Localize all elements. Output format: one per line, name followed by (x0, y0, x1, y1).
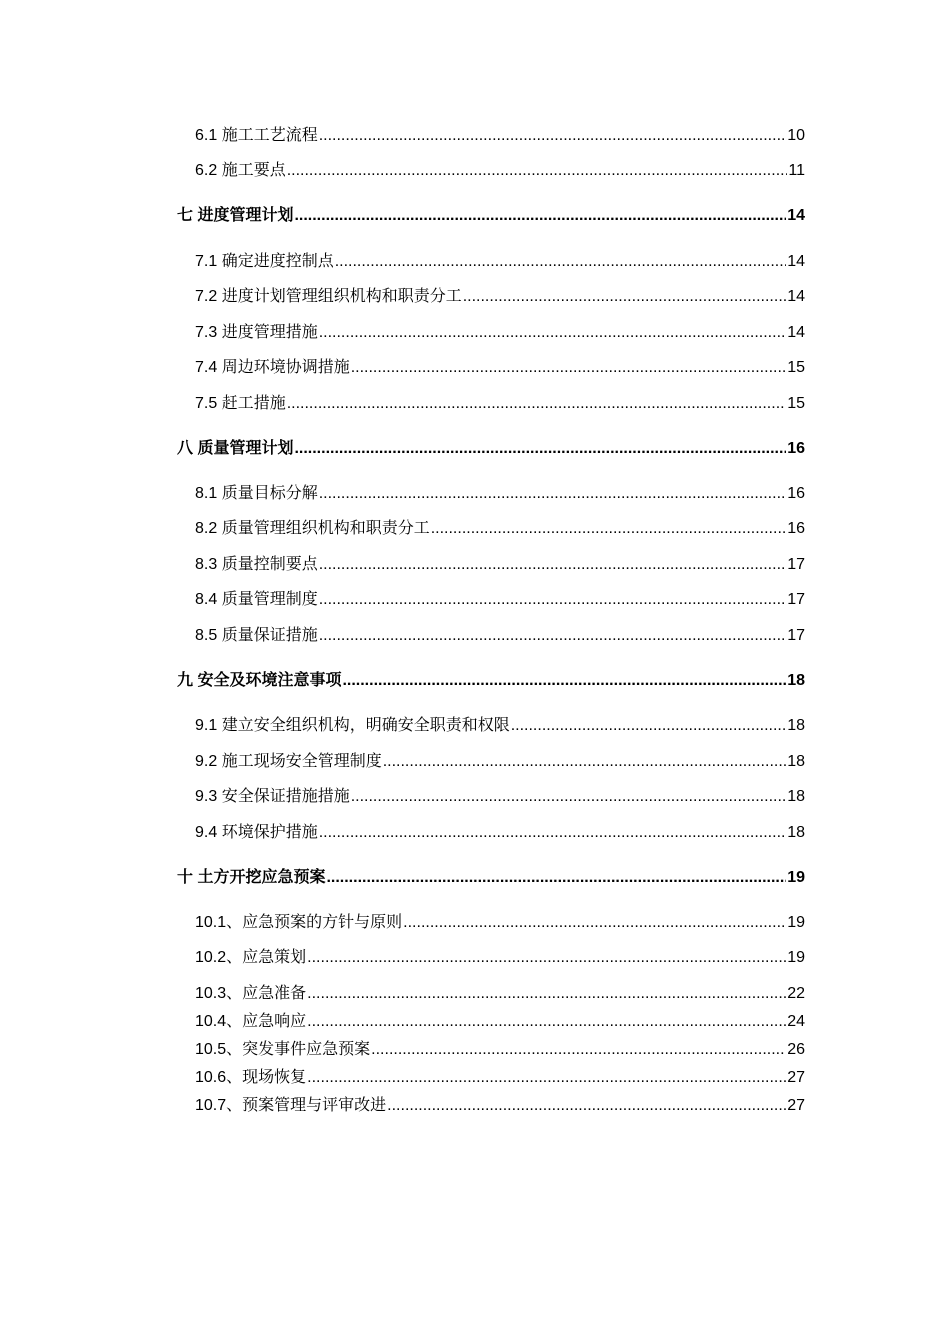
toc-page-number: 16 (787, 440, 805, 457)
toc-page-number: 26 (787, 1041, 805, 1058)
toc-dot-leader (319, 823, 787, 843)
toc-page-number: 17 (787, 627, 805, 644)
toc-section-entry[interactable] (195, 126, 805, 146)
toc-entry-label: 7.3 进度管理措施 (195, 324, 318, 341)
toc-dot-leader (431, 519, 787, 539)
toc-page-number: 18 (787, 824, 805, 841)
toc-page-number: 16 (787, 520, 805, 537)
toc-entry-label: 9.1 建立安全组织机构，明确安全职责和权限 (195, 717, 510, 734)
toc-dot-leader (342, 671, 786, 691)
toc-dot-leader (403, 913, 786, 933)
toc-entry-label: 7.1 确定进度控制点 (195, 253, 334, 270)
toc-dot-leader (294, 206, 786, 226)
toc-section-entry[interactable] (195, 1068, 805, 1088)
toc-section-entry[interactable] (195, 394, 805, 414)
toc-entry-label: 6.1 施工工艺流程 (195, 127, 318, 144)
toc-entry-label: 8.1 质量目标分解 (195, 485, 318, 502)
toc-page-number: 19 (787, 949, 805, 966)
toc-section-entry[interactable] (195, 519, 805, 539)
toc-dot-leader (319, 590, 787, 610)
toc-entry-label: 8.4 质量管理制度 (195, 591, 318, 608)
toc-chapter-entry[interactable] (177, 206, 805, 226)
toc-dot-leader (371, 1040, 786, 1060)
toc-dot-leader (307, 984, 786, 1004)
toc-page-number: 17 (787, 556, 805, 573)
toc-entry-label: 10.4、应急响应 (195, 1013, 307, 1030)
toc-section-entry[interactable] (195, 716, 805, 736)
toc-dot-leader (335, 252, 787, 272)
toc-entry-label: 10.7、预案管理与评审改进 (195, 1097, 387, 1114)
toc-entry-label: 10.3、应急准备 (195, 985, 307, 1002)
toc-section-entry[interactable] (195, 555, 805, 575)
toc-section-entry[interactable] (195, 1040, 805, 1060)
toc-entry-label: 8.3 质量控制要点 (195, 556, 318, 573)
toc-page-number: 14 (787, 288, 805, 305)
toc-page-number: 18 (787, 717, 805, 734)
toc-section-entry[interactable] (195, 358, 805, 378)
toc-page-number: 10 (787, 127, 805, 144)
toc-dot-leader (287, 394, 787, 414)
toc-page-number: 27 (787, 1069, 805, 1086)
toc-dot-leader (319, 126, 787, 146)
toc-entry-label: 10.1、应急预案的方针与原则 (195, 914, 403, 931)
toc-entry-label: 10.2、应急策划 (195, 949, 307, 966)
toc-page-number: 22 (787, 985, 805, 1002)
toc-page-number: 14 (787, 253, 805, 270)
toc-page-number: 15 (787, 359, 805, 376)
toc-page-number: 14 (787, 207, 805, 224)
toc-dot-leader (319, 555, 787, 575)
toc-dot-leader (326, 868, 786, 888)
toc-page-number: 24 (787, 1013, 805, 1030)
toc-section-entry[interactable] (195, 590, 805, 610)
toc-page-number: 15 (787, 395, 805, 412)
toc-section-entry[interactable] (195, 948, 805, 968)
toc-entry-label: 九 安全及环境注意事项 (177, 672, 342, 689)
toc-page-number: 19 (787, 869, 805, 886)
toc-dot-leader (307, 948, 786, 968)
toc-dot-leader (307, 1012, 786, 1032)
toc-section-entry[interactable] (195, 787, 805, 807)
toc-page-number: 18 (787, 753, 805, 770)
toc-section-entry[interactable] (195, 287, 805, 307)
toc-chapter-entry[interactable] (177, 439, 805, 459)
toc-page-number: 14 (787, 324, 805, 341)
toc-entry-label: 8.5 质量保证措施 (195, 627, 318, 644)
toc-page-number: 27 (787, 1097, 805, 1114)
toc-entry-label: 10.5、突发事件应急预案 (195, 1041, 371, 1058)
toc-section-entry[interactable] (195, 252, 805, 272)
toc-page-number: 16 (787, 485, 805, 502)
toc-entry-label: 7.4 周边环境协调措施 (195, 359, 350, 376)
toc-page-number: 18 (787, 788, 805, 805)
toc-dot-leader (319, 323, 787, 343)
toc-section-entry[interactable] (195, 161, 805, 181)
toc-page-number: 17 (787, 591, 805, 608)
toc-section-entry[interactable] (195, 984, 805, 1004)
toc-entry-label: 9.4 环境保护措施 (195, 824, 318, 841)
toc-entry-label: 8.2 质量管理组织机构和职责分工 (195, 520, 430, 537)
toc-section-entry[interactable] (195, 823, 805, 843)
toc-entry-label: 6.2 施工要点 (195, 162, 286, 179)
toc-entry-label: 9.3 安全保证措施措施 (195, 788, 350, 805)
toc-dot-leader (383, 752, 787, 772)
toc-section-entry[interactable] (195, 913, 805, 933)
toc-page-number: 18 (787, 672, 805, 689)
toc-page-number: 11 (788, 162, 805, 179)
toc-chapter-entry[interactable] (177, 671, 805, 691)
toc-chapter-entry[interactable] (177, 868, 805, 888)
toc-section-entry[interactable] (195, 1096, 805, 1116)
toc-dot-leader (307, 1068, 786, 1088)
toc-section-entry[interactable] (195, 1012, 805, 1032)
toc-dot-leader (351, 787, 787, 807)
toc-section-entry[interactable] (195, 323, 805, 343)
toc-entry-label: 7.5 赶工措施 (195, 395, 286, 412)
toc-entry-label: 7.2 进度计划管理组织机构和职责分工 (195, 288, 462, 305)
toc-dot-leader (287, 161, 788, 181)
toc-entry-label: 八 质量管理计划 (177, 440, 294, 457)
toc-entry-label: 10.6、现场恢复 (195, 1069, 307, 1086)
toc-dot-leader (319, 626, 787, 646)
toc-section-entry[interactable] (195, 752, 805, 772)
toc-entry-label: 七 进度管理计划 (177, 207, 294, 224)
toc-dot-leader (294, 439, 786, 459)
toc-entry-label: 9.2 施工现场安全管理制度 (195, 753, 382, 770)
toc-dot-leader (387, 1096, 786, 1116)
toc-section-entry[interactable] (195, 484, 805, 504)
toc-dot-leader (351, 358, 787, 378)
toc-section-entry[interactable] (195, 626, 805, 646)
toc-entry-label: 十 土方开挖应急预案 (177, 869, 326, 886)
toc-dot-leader (511, 716, 787, 736)
toc-dot-leader (319, 484, 787, 504)
toc-dot-leader (463, 287, 787, 307)
toc-page-number: 19 (787, 914, 805, 931)
